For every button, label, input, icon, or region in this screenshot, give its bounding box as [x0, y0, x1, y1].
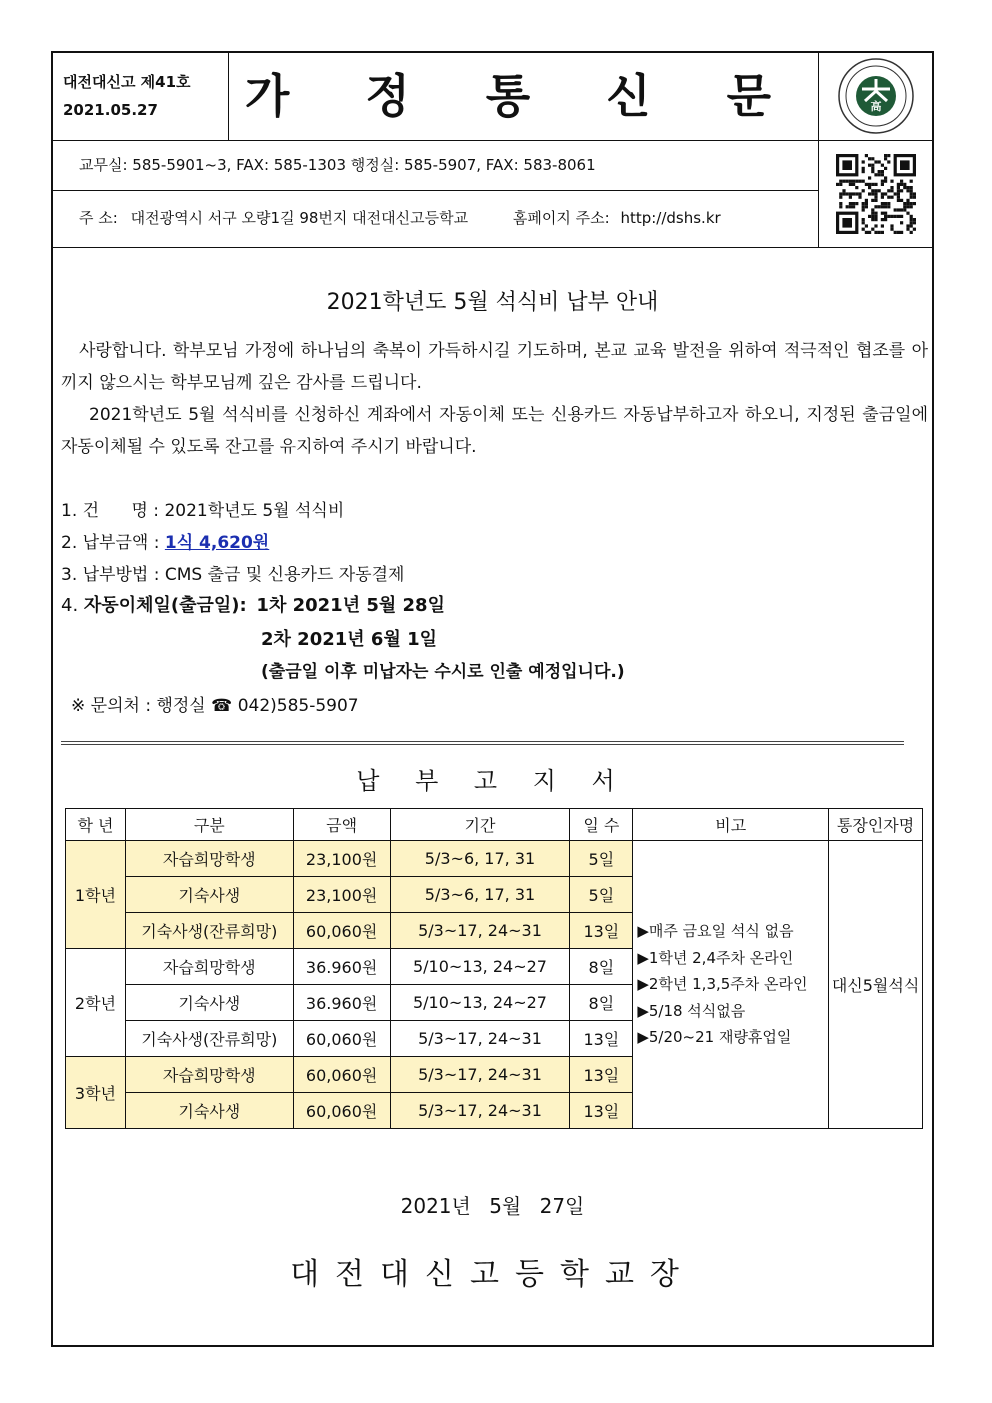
- issue-date: 2021.05.27: [63, 101, 158, 119]
- grade-cell: 1학년: [66, 841, 126, 949]
- period-cell: 5/3~17, 24~31: [390, 913, 570, 949]
- item-title-value: 2021학년도 5월 석식비: [164, 501, 345, 521]
- item-debit-number: 4.: [61, 595, 79, 616]
- item-debit-first: 1차 2021년 5월 28일: [256, 595, 445, 616]
- inquiry-contact: ※ 문의처 : 행정실 ☎ 042)585-5907: [71, 696, 359, 716]
- days-cell: 13일: [570, 913, 633, 949]
- page-title: 가 정 통 신 문: [244, 69, 802, 123]
- days-cell: 8일: [570, 985, 633, 1021]
- type-cell: 자습희망학생: [125, 1057, 293, 1093]
- note-item: ▶1학년 2,4주차 온라인: [637, 948, 794, 967]
- item-debit-note: (출금일 이후 미납자는 수시로 인출 예정입니다.): [261, 662, 625, 682]
- issue-box: [53, 53, 229, 140]
- divider: [53, 247, 932, 248]
- amount-cell: 60,060원: [293, 1093, 390, 1129]
- item-debit-second: 2차 2021년 6월 1일: [261, 629, 438, 650]
- issue-number: 대전대신고 제41호: [63, 73, 191, 91]
- header-type: 구분: [125, 809, 293, 841]
- days-cell: 13일: [570, 1093, 633, 1129]
- days-cell: 5일: [570, 841, 633, 877]
- table-header-row: [66, 809, 923, 841]
- item-amount: [61, 528, 269, 553]
- issue-footer-date: 2021년 5월 27일: [400, 1194, 585, 1218]
- period-cell: 5/3~17, 24~31: [390, 1057, 570, 1093]
- type-cell: 기숙사생: [125, 985, 293, 1021]
- days-cell: 13일: [570, 1021, 633, 1057]
- qr-code: [818, 140, 933, 247]
- days-cell: 13일: [570, 1057, 633, 1093]
- period-cell: 5/3~17, 24~31: [390, 1093, 570, 1129]
- amount-cell: 36.960원: [293, 985, 390, 1021]
- note-item: ▶2학년 1,3,5주차 온라인: [637, 975, 808, 994]
- item-title-label: 1. 건 명 :: [61, 501, 160, 521]
- period-cell: 5/10~13, 24~27: [390, 949, 570, 985]
- item-debit-date: [61, 591, 445, 617]
- fee-table: [65, 808, 923, 1129]
- grade-cell: 2학년: [66, 949, 126, 1057]
- homepage-link[interactable]: http://dshs.kr: [620, 209, 721, 227]
- note-item: ▶매주 금요일 석식 없음: [637, 922, 794, 941]
- item-debit-label: 자동이체일(출금일):: [83, 595, 247, 616]
- notice-title: 2021학년도 5월 석식비 납부 안내: [326, 290, 659, 315]
- principal-signature: 대전대신고등학교장: [290, 1257, 695, 1292]
- item-method-value: CMS 출금 및 신용카드 자동결제: [164, 565, 405, 585]
- amount-cell: 36.960원: [293, 949, 390, 985]
- table-row: [66, 841, 923, 877]
- header-amount: 금액: [293, 809, 390, 841]
- amount-cell: 60,060원: [293, 1021, 390, 1057]
- type-cell: 자습희망학생: [125, 949, 293, 985]
- period-cell: 5/3~17, 24~31: [390, 1021, 570, 1057]
- header-period: 기간: [390, 809, 570, 841]
- type-cell: 기숙사생(잔류희망): [125, 1021, 293, 1057]
- amount-cell: 60,060원: [293, 1057, 390, 1093]
- type-cell: 자습희망학생: [125, 841, 293, 877]
- phone-numbers: 교무실: 585-5901~3, FAX: 585-1303 행정실: 585-5907, FAX: 583-8061: [79, 156, 596, 174]
- document-frame: [51, 51, 934, 1347]
- grade-cell: 3학년: [66, 1057, 126, 1129]
- header: [53, 53, 932, 141]
- contact-address-row: [53, 190, 818, 247]
- header-notes: 비고: [633, 809, 829, 841]
- address-label: 주 소:: [79, 209, 118, 227]
- period-cell: 5/3~6, 17, 31: [390, 841, 570, 877]
- header-days: 일 수: [570, 809, 633, 841]
- days-cell: 8일: [570, 949, 633, 985]
- address: 대전광역시 서구 오량1길 98번지 대전대신고등학교: [130, 209, 469, 227]
- amount-cell: 23,100원: [293, 841, 390, 877]
- notes-cell: [633, 841, 829, 1129]
- greeting-paragraph: 사랑합니다. 학부모님 가정에 하나님의 축복이 가득하시길 기도하며, 본교 교육 발전을 위하여 적극적인 협조를 아끼지 않으시는 학부모님께 깊은 감사를 드립니다.: [61, 341, 928, 393]
- type-cell: 기숙사생: [125, 877, 293, 913]
- type-cell: 기숙사생(잔류희망): [125, 913, 293, 949]
- type-cell: 기숙사생: [125, 1093, 293, 1129]
- note-item: ▶5/18 석식없음: [637, 1001, 746, 1020]
- account-name-cell: 대신5월석식: [829, 841, 923, 1129]
- amount-cell: 23,100원: [293, 877, 390, 913]
- note-item: ▶5/20~21 재량휴업일: [637, 1028, 792, 1047]
- logo-character: 高: [870, 100, 882, 113]
- fee-notice-title: 납 부 고 지 서: [356, 767, 629, 795]
- instruction-paragraph: 2021학년도 5월 석식비를 신청하신 계좌에서 자동이체 또는 신용카드 자동납부하고자 하오니, 지정된 출금일에 자동이체될 수 있도록 잔고를 유지하여 주시기 바랍니다.: [61, 405, 928, 457]
- homepage-label: 홈페이지 주소:: [512, 209, 610, 227]
- item-amount-label: 2. 납부금액 :: [61, 533, 160, 553]
- school-logo: [818, 53, 933, 140]
- days-cell: 5일: [570, 877, 633, 913]
- item-title: [61, 496, 344, 521]
- item-method-label: 3. 납부방법 :: [61, 565, 160, 585]
- contact-phones: [53, 140, 818, 191]
- item-method: [61, 560, 404, 585]
- item-amount-value: 1식 4,620원: [164, 533, 270, 553]
- header-grade: 학 년: [66, 809, 126, 841]
- amount-cell: 60,060원: [293, 913, 390, 949]
- header-account-name: 통장인자명: [829, 809, 923, 841]
- double-separator: [61, 741, 904, 745]
- period-cell: 5/3~6, 17, 31: [390, 877, 570, 913]
- period-cell: 5/10~13, 24~27: [390, 985, 570, 1021]
